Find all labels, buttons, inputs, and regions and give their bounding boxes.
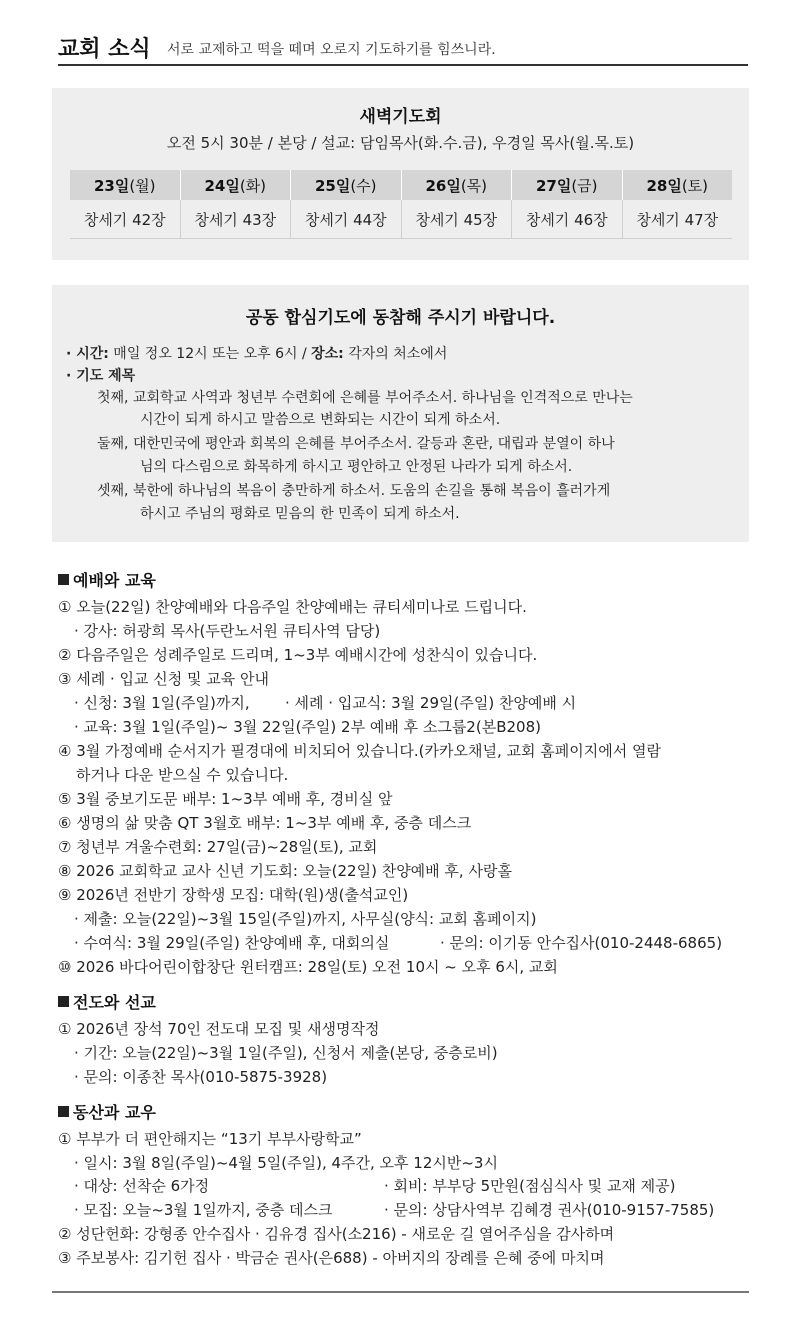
list-item: ⑤ 3월 중보기도문 배부: 1~3부 예배 후, 경비실 앞 bbox=[58, 790, 393, 808]
page-title: 교회 소식 bbox=[58, 37, 151, 62]
schedule-reading-row bbox=[70, 200, 732, 239]
schedule-reading: 창세기 44장 bbox=[291, 200, 402, 239]
prayer-topic-line: 첫째, 교회학교 사역과 청년부 수련회에 은혜를 부어주소서. 하나님을 인격적으로 만나는 bbox=[97, 390, 633, 406]
schedule-day: 27일(금) bbox=[512, 170, 623, 200]
page-subtitle: 서로 교제하고 떡을 떼며 오로지 기도하기를 힘쓰니라. bbox=[167, 42, 496, 58]
schedule-day: 28일(토) bbox=[622, 170, 732, 200]
section-heading-mission: 전도와 선교 bbox=[58, 990, 156, 1013]
prayer-topics-label: · 기도 제목 bbox=[66, 368, 136, 384]
schedule-header-row bbox=[70, 170, 732, 200]
list-item: · 모집: 오늘~3월 1일까지, 중층 데스크 bbox=[74, 1201, 333, 1219]
list-item: · 문의: 이기동 안수집사(010-2448-6865) bbox=[440, 934, 723, 952]
bottom-divider bbox=[52, 1291, 749, 1293]
list-item: ③ 세례 · 입교 신청 및 교육 안내 bbox=[58, 670, 269, 688]
list-item: ③ 주보봉사: 김기헌 집사 · 박금순 권사(은688) - 아버지의 장례를 은혜 중에 마치며 bbox=[58, 1249, 605, 1267]
list-item: ② 다음주일은 성례주일로 드리며, 1~3부 예배시간에 성찬식이 있습니다. bbox=[58, 646, 538, 664]
list-item: 하거나 다운 받으실 수 있습니다. bbox=[76, 766, 289, 784]
list-item: ⑧ 2026 교회학교 교사 신년 기도회: 오늘(22일) 찬양예배 후, 사랑홀 bbox=[58, 862, 512, 880]
schedule-reading: 창세기 45장 bbox=[401, 200, 512, 239]
list-item: · 교육: 3월 1일(주일)~ 3월 22일(주일) 2부 예배 후 소그룹2(본B208) bbox=[74, 718, 541, 736]
list-item: ⑦ 청년부 겨울수련회: 27일(금)~28일(토), 교회 bbox=[58, 838, 378, 856]
square-bullet-icon bbox=[58, 574, 69, 585]
schedule-day: 25일(수) bbox=[291, 170, 402, 200]
dawn-prayer-box bbox=[52, 88, 749, 260]
prayer-title: 공동 합심기도에 동참해 주시기 바랍니다. bbox=[245, 308, 556, 328]
section-heading-fellowship: 동산과 교우 bbox=[58, 1100, 156, 1123]
list-item: ① 부부가 더 편안해지는 “13기 부부사랑학교” bbox=[58, 1130, 362, 1148]
list-item: · 회비: 부부당 5만원(점심식사 및 교재 제공) bbox=[384, 1177, 676, 1195]
list-item: · 문의: 이종찬 목사(010-5875-3928) bbox=[74, 1068, 328, 1086]
schedule-day: 26일(목) bbox=[401, 170, 512, 200]
dawn-schedule-table bbox=[70, 170, 732, 239]
joint-prayer-box bbox=[52, 285, 749, 542]
page-header bbox=[58, 30, 748, 66]
list-item: · 문의: 상담사역부 김혜경 권사(010-9157-7585) bbox=[384, 1201, 715, 1219]
schedule-reading: 창세기 42장 bbox=[70, 200, 180, 239]
schedule-reading: 창세기 47장 bbox=[622, 200, 732, 239]
section-heading-worship: 예배와 교육 bbox=[58, 568, 156, 591]
prayer-topic-line: 시간이 되게 하시고 말씀으로 변화되는 시간이 되게 하소서. bbox=[140, 412, 501, 428]
square-bullet-icon bbox=[58, 1106, 69, 1117]
list-item: ④ 3월 가정예배 순서지가 필경대에 비치되어 있습니다.(카카오채널, 교회 홈페이지에서 열람 bbox=[58, 742, 661, 760]
schedule-reading: 창세기 43장 bbox=[180, 200, 291, 239]
list-item: ① 오늘(22일) 찬양예배와 다음주일 찬양예배는 큐티세미나로 드립니다. bbox=[58, 598, 527, 616]
list-item: ② 성단헌화: 강형종 안수집사 · 김유경 집사(소216) - 새로운 길 열어주심을 감사하며 bbox=[58, 1225, 615, 1243]
list-item: ⑨ 2026년 전반기 장학생 모집: 대학(원)생(출석교인) bbox=[58, 886, 409, 904]
dawn-title: 새벽기도회 bbox=[359, 107, 442, 127]
list-item: ⑥ 생명의 삶 맞춤 QT 3월호 배부: 1~3부 예배 후, 중층 데스크 bbox=[58, 814, 472, 832]
prayer-topic-line: 님의 다스림으로 화목하게 하시고 평안하고 안정된 나라가 되게 하소서. bbox=[140, 459, 573, 475]
schedule-day: 24일(화) bbox=[180, 170, 291, 200]
list-item: ⑩ 2026 바다어린이합창단 윈터캠프: 28일(토) 오전 10시 ~ 오후 6시, 교회 bbox=[58, 958, 558, 976]
list-item: · 일시: 3월 8일(주일)~4월 5일(주일), 4주간, 오후 12시반~3시 bbox=[74, 1154, 498, 1172]
prayer-topic-line: 하시고 주님의 평화로 믿음의 한 민족이 되게 하소서. bbox=[140, 506, 460, 522]
list-item: ① 2026년 장석 70인 전도대 모집 및 새생명작정 bbox=[58, 1020, 380, 1038]
prayer-time-line: · 시간: 매일 정오 12시 또는 오후 6시 / 장소: 각자의 처소에서 bbox=[66, 346, 448, 362]
list-item: · 제출: 오늘(22일)~3월 15일(주일)까지, 사무실(양식: 교회 홈페이지) bbox=[74, 910, 537, 928]
list-item: · 세례 · 입교식: 3월 29일(주일) 찬양예배 시 bbox=[285, 694, 577, 712]
dawn-info: 오전 5시 30분 / 본당 / 설교: 담임목사(화.수.금), 우경일 목사(월.목.토) bbox=[166, 134, 635, 152]
list-item: · 강사: 허광희 목사(두란노서원 큐티사역 담당) bbox=[74, 622, 381, 640]
prayer-topic-line: 둘째, 대한민국에 평안과 회복의 은혜를 부어주소서. 갈등과 혼란, 대립과 분열이 하나 bbox=[97, 436, 615, 452]
list-item: · 대상: 선착순 6가정 bbox=[74, 1177, 210, 1195]
list-item: · 기간: 오늘(22일)~3월 1일(주일), 신청서 제출(본당, 중층로비) bbox=[74, 1044, 498, 1062]
list-item: · 수여식: 3월 29일(주일) 찬양예배 후, 대회의실 bbox=[74, 934, 390, 952]
square-bullet-icon bbox=[58, 996, 69, 1007]
prayer-topic-line: 셋째, 북한에 하나님의 복음이 충만하게 하소서. 도움의 손길을 통해 복음이 흘러가게 bbox=[97, 483, 611, 499]
list-item: · 신청: 3월 1일(주일)까지, bbox=[74, 694, 250, 712]
schedule-reading: 창세기 46장 bbox=[512, 200, 623, 239]
schedule-day: 23일(월) bbox=[70, 170, 180, 200]
